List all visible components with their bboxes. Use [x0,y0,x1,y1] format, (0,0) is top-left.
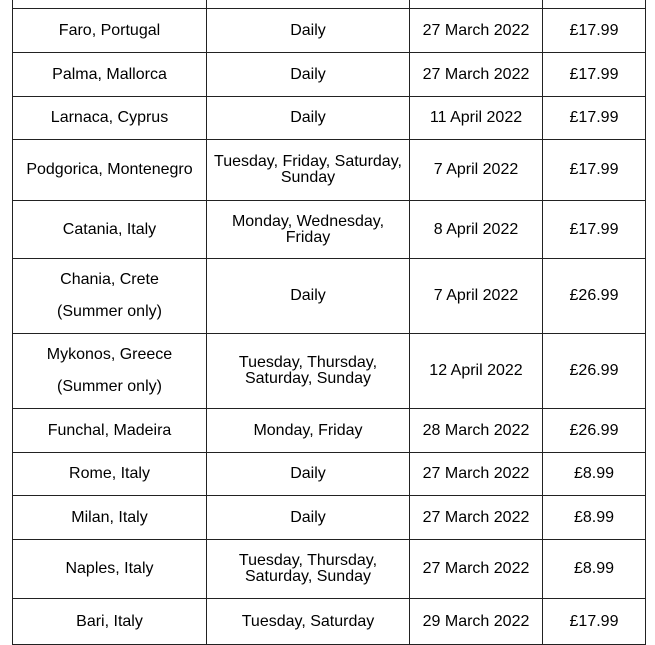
days-cell [207,334,410,409]
days-cell [207,9,410,53]
days-cell [207,409,410,453]
days-cell-text: Tuesday, Saturday [241,612,375,630]
price-cell [543,0,646,9]
table-row [13,496,646,540]
days-cell [207,97,410,140]
destination-cell [13,540,207,599]
table-row [13,97,646,140]
table-row [13,201,646,259]
days-cell-text: Daily [290,287,326,304]
destination-cell-text: Mykonos, Greece [46,346,173,363]
table-row [13,53,646,97]
days-cell-text: Daily [290,508,326,526]
days-cell-text: Tuesday, Thursday, Saturday, Sunday [238,552,378,585]
routes-table [12,0,646,645]
destination-cell-text: Milan, Italy [71,508,148,526]
days-cell [207,599,410,645]
table-row [13,0,646,9]
table-row [13,453,646,496]
price-cell: £8.99 [543,540,646,599]
destination-cell-text: Naples, Italy [65,560,154,577]
price-cell: £17.99 [543,9,646,53]
price-cell: £8.99 [543,453,646,496]
start-date-cell: 12 April 2022 [410,334,543,409]
destination-cell-text: Chania, Crete [60,271,159,288]
price-cell: £17.99 [543,140,646,201]
start-date-cell: 11 April 2022 [410,97,543,140]
days-cell-text: Tuesday, Thursday, Saturday, Sunday [238,354,378,387]
days-cell [207,453,410,496]
destination-cell-text: Funchal, Madeira [47,421,172,439]
destination-cell [13,599,207,645]
days-cell [207,0,410,9]
price-cell: £17.99 [543,201,646,259]
destination-cell [13,259,207,334]
days-cell-text: Monday, Wednesday, Friday [231,212,385,246]
days-cell-text: Daily [290,109,326,126]
start-date-cell: 7 April 2022 [410,259,543,334]
price-cell: £26.99 [543,409,646,453]
destination-cell-text: (Summer only) [57,303,162,320]
start-date-cell: 27 March 2022 [410,53,543,97]
days-cell [207,53,410,97]
destination-cell [13,97,207,140]
start-date-cell: 7 April 2022 [410,140,543,201]
destination-cell-text: Palma, Mallorca [52,65,167,83]
price-cell: £26.99 [543,259,646,334]
days-cell [207,496,410,540]
table-row [13,334,646,409]
table-row [13,599,646,645]
destination-cell [13,9,207,53]
days-cell [207,201,410,259]
destination-cell [13,53,207,97]
destination-cell [13,201,207,259]
table-row [13,540,646,599]
start-date-cell [410,0,543,9]
destination-cell-text: Larnaca, Cyprus [50,109,169,126]
price-cell: £8.99 [543,496,646,540]
price-cell: £17.99 [543,599,646,645]
start-date-cell: 29 March 2022 [410,599,543,645]
days-cell [207,140,410,201]
price-cell: £17.99 [543,97,646,140]
start-date-cell: 8 April 2022 [410,201,543,259]
days-cell-text: Daily [290,465,326,482]
start-date-cell: 27 March 2022 [410,9,543,53]
table-row [13,409,646,453]
destination-cell [13,496,207,540]
start-date-cell: 27 March 2022 [410,496,543,540]
table-row [13,9,646,53]
start-date-cell: 27 March 2022 [410,540,543,599]
table-row [13,259,646,334]
start-date-cell: 27 March 2022 [410,453,543,496]
start-date-cell: 28 March 2022 [410,409,543,453]
destination-cell-text: Rome, Italy [69,465,150,482]
days-cell [207,540,410,599]
days-cell-text: Daily [290,21,326,39]
destination-cell-text: Catania, Italy [62,220,157,238]
days-cell-text: Daily [290,65,326,83]
destination-cell-text: Podgorica, Montenegro [26,161,193,178]
table-row [13,140,646,201]
destination-cell [13,409,207,453]
days-cell [207,259,410,334]
routes-table-body [13,0,646,645]
destination-cell [13,334,207,409]
destination-cell-text: (Summer only) [57,378,162,395]
destination-cell [13,0,207,9]
destination-cell [13,453,207,496]
destination-cell [13,140,207,201]
destination-cell-text: Faro, Portugal [58,21,161,39]
price-cell: £26.99 [543,334,646,409]
destination-cell-text: Bari, Italy [76,612,143,630]
days-cell-text: Tuesday, Friday, Saturday, Sunday [214,153,402,186]
days-cell-text: Monday, Friday [253,421,363,439]
price-cell: £17.99 [543,53,646,97]
